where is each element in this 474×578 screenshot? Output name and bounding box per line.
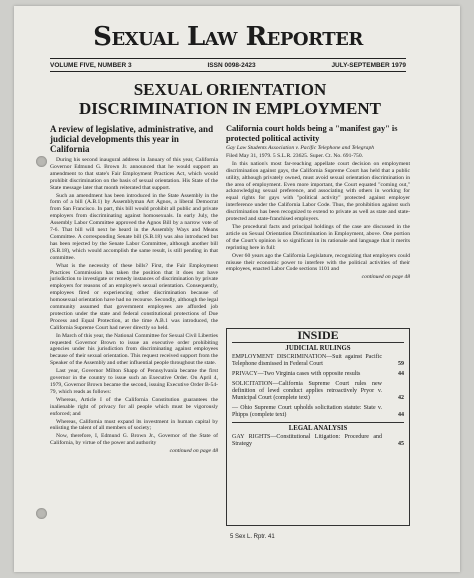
newsletter-page [14,6,460,572]
inside-contents-box [226,328,410,526]
paragraph: Last year, Governor Milton Shapp of Pennsylvania became the first governor in the country to issue such an Executive Order. On April 4, 1979, Governor Brown became the second, issuing Executive Order B-54-79, which reads as follows: [50,368,218,395]
contents-entry[interactable] [232,354,404,368]
headline-line: SEXUAL ORIENTATION [133,80,327,99]
contents-entry[interactable] [232,405,404,419]
issue-bar [50,58,406,72]
masthead-title: Sexual Law Reporter [93,22,363,52]
paragraph: The procedural facts and principal holdings of the case are discussed in the article on Sexual Orientation Discrimination in Employment, above. One portion of the Court's opinion is so significant in its rationale and language that it merits reprinting here in full: [226,223,410,251]
section-heading: LEGAL ANALYSIS [232,422,404,432]
binder-hole [36,156,47,167]
inside-title: INSIDE [297,328,339,342]
case-citation: Gay Law Students Association v. Pacific Telephone and Telegraph [226,145,375,151]
entry-page: 44 [398,371,404,377]
contents-entry[interactable] [232,434,404,448]
paragraph: In this nation's most far-reaching appellate court decision on employment discrimination against gays, the California Supreme Court has held that a public utility, although privately owned, must avoid sexual orientation discrimination in the area of employment. Even more important, the Court equated "coming out," acknowledging sexual preference, and associating with others in working for equal rights for gays with "political activity" protected against employer interference under the California Labor Code. Thus, the prohibition against such discrimination has been recognized to extend to private as well as state and state-protected and state-franchised employers. [226,160,410,223]
paragraph: Over 60 years ago the California Legislature, recognizing that employers could misuse their economic power to interfere with the political activities of their employees, enacted Labor Code sections 1101 and [226,252,410,273]
continued-note[interactable]: continued on page 48 [169,448,218,455]
contents-entry[interactable] [232,371,404,378]
headline-line: DISCRIMINATION IN EMPLOYMENT [79,99,381,118]
page-footer: 5 Sex L. Rptr. 41 [230,534,275,540]
issn: ISSN 0098-2423 [207,61,256,69]
issue-date: JULY-SEPTEMBER 1979 [331,61,406,69]
case-filing: Filed May 31, 1979. 5 S.L.R. 23625. Super. Ct. No. 691-750. [226,152,364,159]
entry-text: GAY RIGHTS—Constitutional Litigation: Procedure and Strategy [232,434,382,447]
paragraph: Whereas, California must expand its investment in human capital by enlisting the talent of all members of society; [50,418,218,432]
entry-page: 59 [398,361,404,367]
article-dek: A review of legislative, administrative, and judicial developments this year in California [50,124,214,154]
entry-text: SOLICITATION—California Supreme Court rules new definition of lewd conduct applies retroactively Pryor v. Municipal Court (complete text) [232,381,382,401]
entry-text: EMPLOYMENT DISCRIMINATION—Suit against Pacific Telephone dismissed in Federal Court [232,354,382,367]
contents-entry[interactable] [232,381,404,402]
paragraph: During his second inaugural address in January of this year, California Governor Edmund G. Brown Jr. announced that he would support an amendment to that state's Fair Employment Practices Act, which would prohibit discrimination on the basis of sexual orientation. His State of the State message later that month reiterated that support. [50,157,218,191]
binder-hole [36,508,47,519]
entry-page: 42 [398,395,404,401]
entry-page: 44 [398,412,404,418]
volume-number: VOLUME FIVE, NUMBER 3 [50,61,132,69]
paragraph: In March of this year, the National Committee for Sexual Civil Liberties requested Governor Brown to issue an executive order prohibiting agencies under his jurisdiction from discriminating against employees because of their sexual orientation. This request received support from the Speaker of the Assembly and other influential people throughout the state. [50,332,218,367]
entry-page: 45 [398,441,404,447]
left-article-column [50,124,218,456]
section-heading: JUDICIAL RULINGS [232,342,404,352]
entry-text: PRIVACY—Two Virginia cases with opposite results [232,371,361,377]
paragraph: Now, therefore, I, Edmund G. Brown Jr., Governor of the State of California, by virtue of the power and authority [50,433,218,447]
paragraph: What is the necessity of these bills? First, the Fair Employment Practices Commission has taken the position that it does not have jurisdiction to investigate or remedy instances of discrimination by private employers for reasons of an employee's sexual orientation. Consequently, employees fired or experiencing other discrimination because of homosexual orientation have had no recourse. Secondly, although the legal community assumed that government employees are afforded job protection under the state and federal constitutional protections of Due Process and Equal Protection, at the time A.B.1 was introduced, the California Supreme Court had never directly so held. [50,262,218,331]
main-headline [54,80,406,118]
paragraph: Such an amendment has been introduced in the State Assembly in the form of a bill (A.B.1) by Assemblyman Art Agnos, a liberal Democrat from San Francisco. In part, this bill would prohibit all public and private employers from discriminating against homosexuals. In early July, the Assembly Labor Committee approved the Agnos Bill by a narrow vote of 7-6. That bill will next be heard in the Assembly Ways and Means Committee. A corresponding Senate bill (S.B.18) was also introduced but has been rejected by the Senate Labor Committee, although another bill (S.B.18), which would accomplish the same result, is still pending in that committee. [50,192,218,261]
right-article-column [226,124,410,282]
article-subhead: California court holds being a "manifest gay" is protected political activity [226,124,398,143]
paragraph: Whereas, Article I of the California Constitution guarantees the inalienable right of privacy for all people which must be vigorously enforced; and [50,396,218,417]
continued-note[interactable]: continued on page 48 [361,274,410,281]
entry-text: — Ohio Supreme Court upholds solicitation statute: State v. Phipps (complete text) [232,405,382,418]
